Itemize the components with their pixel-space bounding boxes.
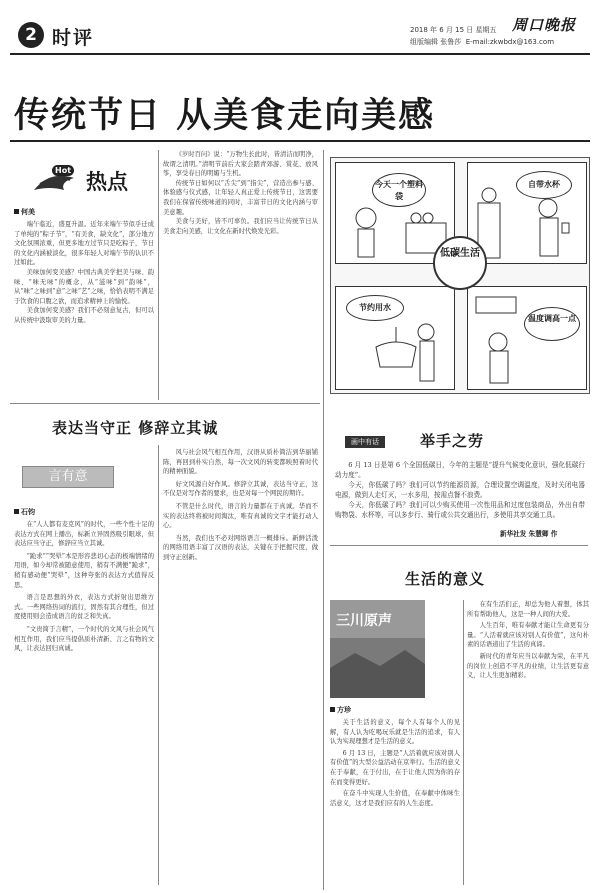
article4-para: 在奋斗中实现人生价值，在奉献中体味生活意义，这才是我们应有的人生态度。	[330, 790, 460, 807]
hot-topic-label	[30, 160, 130, 200]
bubble-save-water: 节约用水	[346, 295, 404, 321]
article4-col2	[467, 600, 589, 883]
article4-para: 人生百年，唯有奉献才能让生命更有分量。“人活着就应该对别人有价值”，这句朴素的话语道出了生活的真谛。	[467, 622, 589, 649]
column-rule	[158, 445, 159, 885]
cartoon-center-label: 低碳生活	[433, 236, 487, 290]
cartoon-credit: 新华社发 朱慧卿 作	[500, 530, 558, 538]
bubble-own-cup: 自带水杯	[516, 171, 572, 199]
article1-para: 美味加何变美感？中国古典美学把美与味、韵味、“味无味”的概念，从“滋味”到“韵味”，从“味”之味到“意”之味“艺”之味，恰恰表明不满足于饮食的口腹之欲，而追求精神上的愉悦。	[14, 268, 154, 305]
column-rule	[463, 600, 464, 885]
section-title: 时评	[52, 27, 95, 49]
article2-col2	[163, 448, 318, 878]
air-conditioner-illustration	[468, 287, 586, 389]
article2-byline	[14, 507, 35, 517]
cartoon-panel-4	[467, 286, 587, 390]
cartoon-panel-3	[335, 286, 455, 390]
subhead-expression: 表达当守正 修辞立其诚	[52, 419, 219, 437]
article4-col1	[330, 718, 460, 883]
section-rule	[10, 403, 320, 404]
cartoon-panel-2	[467, 162, 587, 264]
bubble-raise-temp: 温度调高一点	[524, 307, 580, 341]
article1-byline	[14, 207, 35, 217]
byline-marker	[14, 509, 19, 514]
article2-para: “跪求”“哭晕”本是形容悲切心态的极端情绪的用语，如今却常被随意使用，稍有不满便“跪求”，稍有感动便“哭晕”，这种夸张的表达方式值得反思。	[14, 552, 154, 589]
art-tag: 画中有话	[345, 436, 385, 448]
article4-para: 新时代的青年应当以奉献为荣，在平凡的岗位上创造不平凡的业绩，让生活更有意义，让人生更加精彩。	[467, 652, 589, 680]
article4-para: 在有生活们正，却总为他人着想，体其所有帮助他人，这是一种人间的大爱。	[467, 601, 589, 618]
article2-col1	[14, 520, 154, 880]
article3-para: 今天，你低碳了吗？我们可以少购买使用一次性用品和过度包装商品，外出自带购物袋、水杯等，可以多步行、骑行或公共交通出行，多使用共享交通工具。	[335, 501, 585, 519]
column-rule	[323, 150, 324, 890]
article1-para: 美食与美好，皆不可辜负。我们应当让传统节日从美食走向美感，让文化在新时代焕发光彩。	[163, 218, 318, 235]
newspaper-logo: 周口晚报	[512, 16, 577, 34]
article2-para: 不管是什么时代，语言的力量都在于真诚。华而不实的表达终将被时间淘汰，唯有真诚的文字才能打动人心。	[163, 502, 318, 530]
article1-para: 《岁时百问》说：“万物生长此时，皆清洁而明净，故谓之清明。”清明节前后大家会踏青郊游、赏花、放风筝，享受春日的明媚与生机。	[163, 151, 318, 178]
article1-para: 端午临近，盛夏升温。近年来端午节似乎迁成了单纯的“粽子节”，“有美食，缺文化”，部分地方文化氛围浓重，但更多地方过节只是吃粽子，节日的文化内涵被淡化，很多年轻人对端午节的认识不过如此。	[14, 221, 154, 267]
scenic-photo	[330, 600, 425, 698]
hot-tag: Hot	[52, 165, 74, 176]
date-line: 2018 年 6 月 15 日 星期五	[410, 26, 497, 34]
editor-name: 组版编辑 张鲁莎	[410, 38, 462, 46]
byline-marker	[14, 209, 19, 214]
article2-para: 风与社会风气相互作用，汉语从质朴简洁到华丽铺陈，再回到朴实自然，每一次文风的转变都映照着时代的精神面貌。	[163, 449, 318, 476]
article2-para: 语言是思想的外衣，表达方式折射出思维方式。一些网络热词的流行，固然有其合理性，但过度使用则会造成语言的贫乏和失真。	[14, 594, 154, 621]
article2-para: 在“人人都有麦克风”的时代，一些个性十足的表达方式在网上播出，标新立异固然吸引眼球，但表达应当守正，修辞应当立其诚。	[14, 521, 154, 548]
section-rule	[330, 545, 588, 546]
hot-word: 热点	[86, 169, 128, 194]
image-caption: 三川原声	[336, 613, 392, 629]
article2-author: 石钧	[21, 508, 35, 516]
column-tag: 言有意	[22, 466, 114, 488]
article2-para: “文贵简于言精”，一个时代的文风与社会风气相互作用，我们应当提倡质朴清新、言之有物的文风，让表达回归真诚。	[14, 625, 154, 653]
article3-para: 6 月 13 日是第 6 个全国低碳日，今年的主题是“提升气候变化意识，强化低碳行动力度”。	[335, 461, 585, 479]
page-number: 2	[18, 22, 44, 48]
headline-rule	[10, 140, 590, 142]
subhead-meaning-of-life: 生活的意义	[405, 570, 486, 588]
article2-para: 当然，我们也不必对网络语言一概排斥。新鲜活泼的网络用语丰富了汉语的表达，关键在于把握尺度，做到守正创新。	[163, 534, 318, 561]
article1-para: 美食加何变美感？我们不必刻意复古，但可以从传统中汲取审美的力量。	[14, 307, 154, 324]
article4-para: 6 月 13 日，主题是“人活着就应该对别人有价值”的大型公益活动在京举行。生活的意义在于奉献，在于付出，在于让他人因为你的存在而变得更好。	[330, 749, 460, 786]
main-headline: 传统节日 从美食走向美感	[14, 95, 436, 136]
article4-para: 关于生活的意义，每个人有每个人的见解，有人认为吃喝玩乐就是生活的追求，有人认为实现理想才是生活的意义。	[330, 719, 460, 746]
article3-para: 今天，你低碳了吗？我们可以节约能源资源，合理设置空调温度，及时关闭电器电源，做到人走灯灭，一水多用，按需点餐不浪费。	[335, 481, 585, 499]
article4-author: 方珍	[337, 706, 351, 714]
landscape-illustration	[330, 638, 425, 698]
article4-byline	[330, 705, 351, 715]
article1-col2	[163, 150, 318, 400]
email: E-mail:zkwbdx@163.com	[465, 38, 555, 46]
byline-marker	[330, 707, 335, 712]
header-rule	[10, 53, 590, 55]
article1-para: 传统节日如何以“舌尖”到“指尖”，营造出参与感、体验感与仪式感，让年轻人真正爱上传统节日，这需要我们在保留传统味道的同时，丰富节日的文化内涵与审美意趣。	[163, 179, 318, 216]
article1-col1	[14, 220, 154, 400]
subhead-small-effort: 举手之劳	[420, 432, 485, 450]
article2-para: 好文风源自好作风。修辞立其诚，表达当守正，这不仅是对写作者的要求，也是对每一个网民的期许。	[163, 480, 318, 498]
article1-author: 何美	[21, 208, 35, 216]
low-carbon-cartoon	[330, 157, 590, 394]
editor-line	[410, 36, 554, 48]
bubble-plastic-bag: 今天一个塑料袋	[372, 173, 426, 207]
column-rule	[158, 150, 159, 400]
